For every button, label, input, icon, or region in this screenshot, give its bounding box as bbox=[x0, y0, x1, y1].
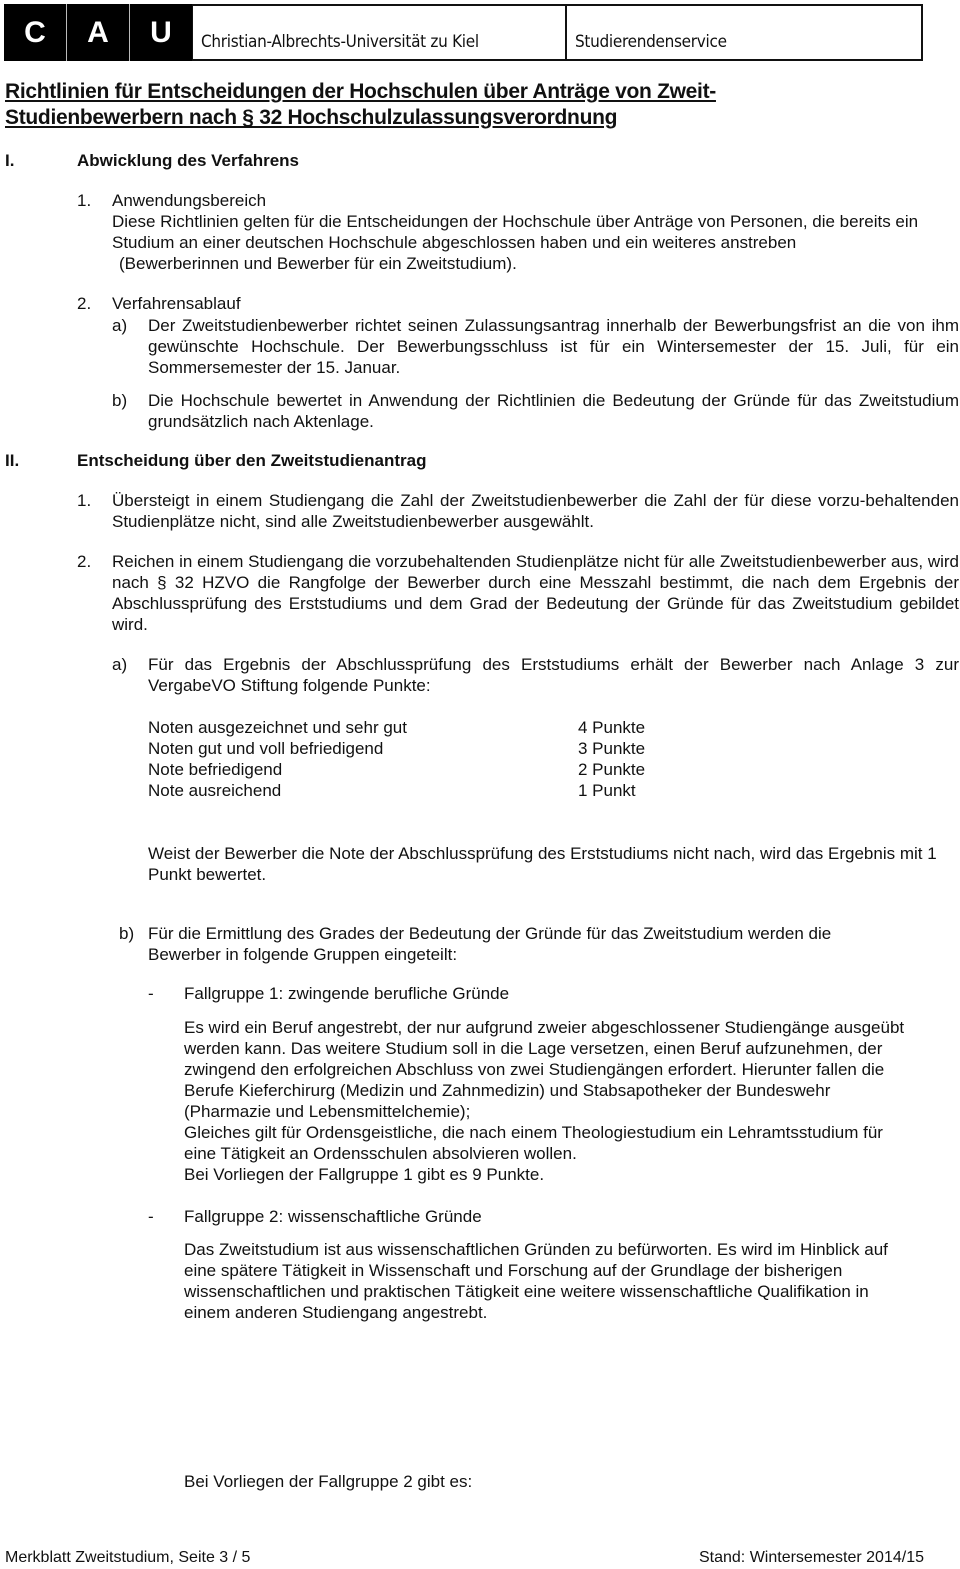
text-line: Es wird ein Beruf angestrebt, der nur aufgrund zweier abgeschlossener Studiengänge ausgeübt bbox=[184, 1018, 905, 1037]
grade-points: 4 Punkte bbox=[578, 718, 646, 737]
item-number: 1. bbox=[77, 491, 92, 510]
group-heading: Fallgruppe 1: zwingende berufliche Gründe bbox=[184, 984, 510, 1003]
dash-bullet: - bbox=[148, 984, 154, 1003]
grade-label: Noten gut und voll befriedigend bbox=[148, 739, 384, 758]
grade-label: Noten ausgezeichnet und sehr gut bbox=[148, 718, 407, 737]
group-heading: Fallgruppe 2: wissenschaftliche Gründe bbox=[184, 1207, 482, 1226]
section-number: II. bbox=[5, 451, 20, 470]
grade-row bbox=[148, 717, 645, 738]
dash-bullet: - bbox=[148, 1207, 154, 1226]
paragraph: Der Zweitstudienbewerber richtet seinen Zulassungsantrag innerhalb der Bewerbungsfrist an die von ihm gewünschte Hochschule. Der Bewerbungsschluss ist für ein Wintersemester der 15. Juli, für ein Sommersemester der 15. Januar. bbox=[148, 316, 959, 377]
section-heading: Entscheidung über den Zweitstudienantrag bbox=[77, 451, 427, 470]
grade-row bbox=[148, 780, 645, 801]
item-number: 1. bbox=[77, 191, 92, 210]
paragraph: Weist der Bewerber die Note der Abschlussprüfung des Erststudiums nicht nach, wird das Ergebnis mit 1 Punkt bewertet. bbox=[148, 844, 937, 884]
section-heading: Abwicklung des Verfahrens bbox=[77, 151, 300, 170]
text-line: Berufe Kieferchirurg (Medizin und Zahnmedizin) und Stabsapotheker der Bundeswehr bbox=[184, 1081, 831, 1100]
text-line: (Pharmazie und Lebensmittelchemie); bbox=[184, 1102, 471, 1121]
text-line: eine spätere Tätigkeit in Wissenschaft und Forschung auf der Grundlage der bisherigen bbox=[184, 1261, 843, 1280]
text-line: einem anderen Studiengang angestrebt. bbox=[184, 1303, 488, 1322]
paragraph: Diese Richtlinien gelten für die Entscheidungen der Hochschule über Anträge von Personen, die bereits ein Studium an einer deutschen Hochschule abgeschlossen haben und ein weiteres anstreben bbox=[112, 212, 919, 252]
text-line: zwingend den erfolgreichen Abschluss von zwei Studiengängen erfordert. Hierunter fallen die bbox=[184, 1060, 885, 1079]
text-line: werden kann. Das weitere Studium soll in die Lage versetzen, einen Beruf aufzunehmen, der bbox=[184, 1039, 883, 1058]
department-label: Studierendenservice bbox=[575, 32, 727, 52]
logo-letter: C bbox=[4, 4, 67, 61]
university-label: Christian-Albrechts-Universität zu Kiel bbox=[201, 32, 479, 52]
item-heading: Anwendungsbereich bbox=[112, 191, 267, 210]
paragraph: Übersteigt in einem Studiengang die Zahl der Zweitstudienbewerber die Zahl der für diese vorzu-behaltenden Studienplätze nicht, sind alle Zweitstudienbewerber ausgewählt. bbox=[112, 491, 959, 531]
paragraph: (Bewerberinnen und Bewerber für ein Zweitstudium). bbox=[119, 254, 517, 273]
grade-row bbox=[148, 738, 645, 759]
logo-letter: A bbox=[67, 4, 130, 61]
title-line: Richtlinien für Entscheidungen der Hochschulen über Anträge von Zweit- bbox=[5, 80, 716, 103]
footer-date: Stand: Wintersemester 2014/15 bbox=[698, 1549, 924, 1566]
grade-points: 3 Punkte bbox=[578, 739, 646, 758]
paragraph: Reichen in einem Studiengang die vorzubehaltenden Studienplätze nicht für alle Zweitstudienbewerber aus, wird nach § 32 HZVO die Rangfolge der Bewerber durch eine Messzahl bestimmt, die nach dem Ergebnis der Abschlussprüfung des Erststudiums und dem Grad der Bedeutung der Gründe für das Zweitstudium gebildet wird. bbox=[112, 552, 959, 634]
list-label: b) bbox=[119, 924, 135, 943]
department-name bbox=[566, 4, 923, 61]
page-title bbox=[5, 79, 716, 131]
text-line: Gleiches gilt für Ordensgeistliche, die nach einem Theologiestudium ein Lehramtsstudium für bbox=[184, 1123, 883, 1142]
footer-page-info: Merkblatt Zweitstudium, Seite 3 / 5 bbox=[5, 1549, 251, 1566]
university-name bbox=[192, 4, 567, 61]
grade-label: Note befriedigend bbox=[148, 760, 283, 779]
paragraph: Für das Ergebnis der Abschlussprüfung des Erststudiums erhält der Bewerber nach Anlage 3 zur VergabeVO Stiftung folgende Punkte: bbox=[148, 655, 959, 695]
group-text bbox=[184, 1017, 960, 1185]
item-number: 2. bbox=[77, 552, 92, 571]
list-label: a) bbox=[112, 316, 128, 335]
title-line: Studienbewerbern nach § 32 Hochschulzulassungsverordnung bbox=[5, 106, 618, 129]
grade-label: Note ausreichend bbox=[148, 781, 282, 800]
list-label: b) bbox=[112, 391, 128, 410]
list-label: a) bbox=[112, 655, 128, 674]
paragraph: Die Hochschule bewertet in Anwendung der Richtlinien die Bedeutung der Gründe für das Zweitstudium grundsätzlich nach Aktenlage. bbox=[148, 391, 959, 431]
paragraph: Bei Vorliegen der Fallgruppe 2 gibt es: bbox=[184, 1472, 473, 1491]
item-number: 2. bbox=[77, 294, 92, 313]
text-line: eine Tätigkeit an Ordensschulen absolvieren wollen. bbox=[184, 1144, 577, 1163]
text-line: Das Zweitstudium ist aus wissenschaftlichen Gründen zu befürworten. Es wird im Hinblick auf bbox=[184, 1240, 888, 1259]
grade-table bbox=[148, 717, 645, 801]
item-heading: Verfahrensablauf bbox=[112, 294, 241, 313]
logo-letter: U bbox=[150, 16, 172, 49]
group-text bbox=[184, 1239, 960, 1323]
cau-logo bbox=[4, 4, 192, 61]
text-line: Bei Vorliegen der Fallgruppe 1 gibt es 9 Punkte. bbox=[184, 1165, 545, 1184]
text-line: wissenschaftlichen und praktischen Tätigkeit eine weitere wissenschaftliche Qualifikation in bbox=[184, 1282, 869, 1301]
grade-points: 2 Punkte bbox=[578, 760, 646, 779]
section-number: I. bbox=[5, 151, 15, 170]
grade-points: 1 Punkt bbox=[578, 781, 636, 800]
grade-row bbox=[148, 759, 645, 780]
paragraph: Für die Ermittlung des Grades der Bedeutung der Gründe für das Zweitstudium werden die Bewerber in folgende Gruppen eingeteilt: bbox=[148, 924, 832, 964]
